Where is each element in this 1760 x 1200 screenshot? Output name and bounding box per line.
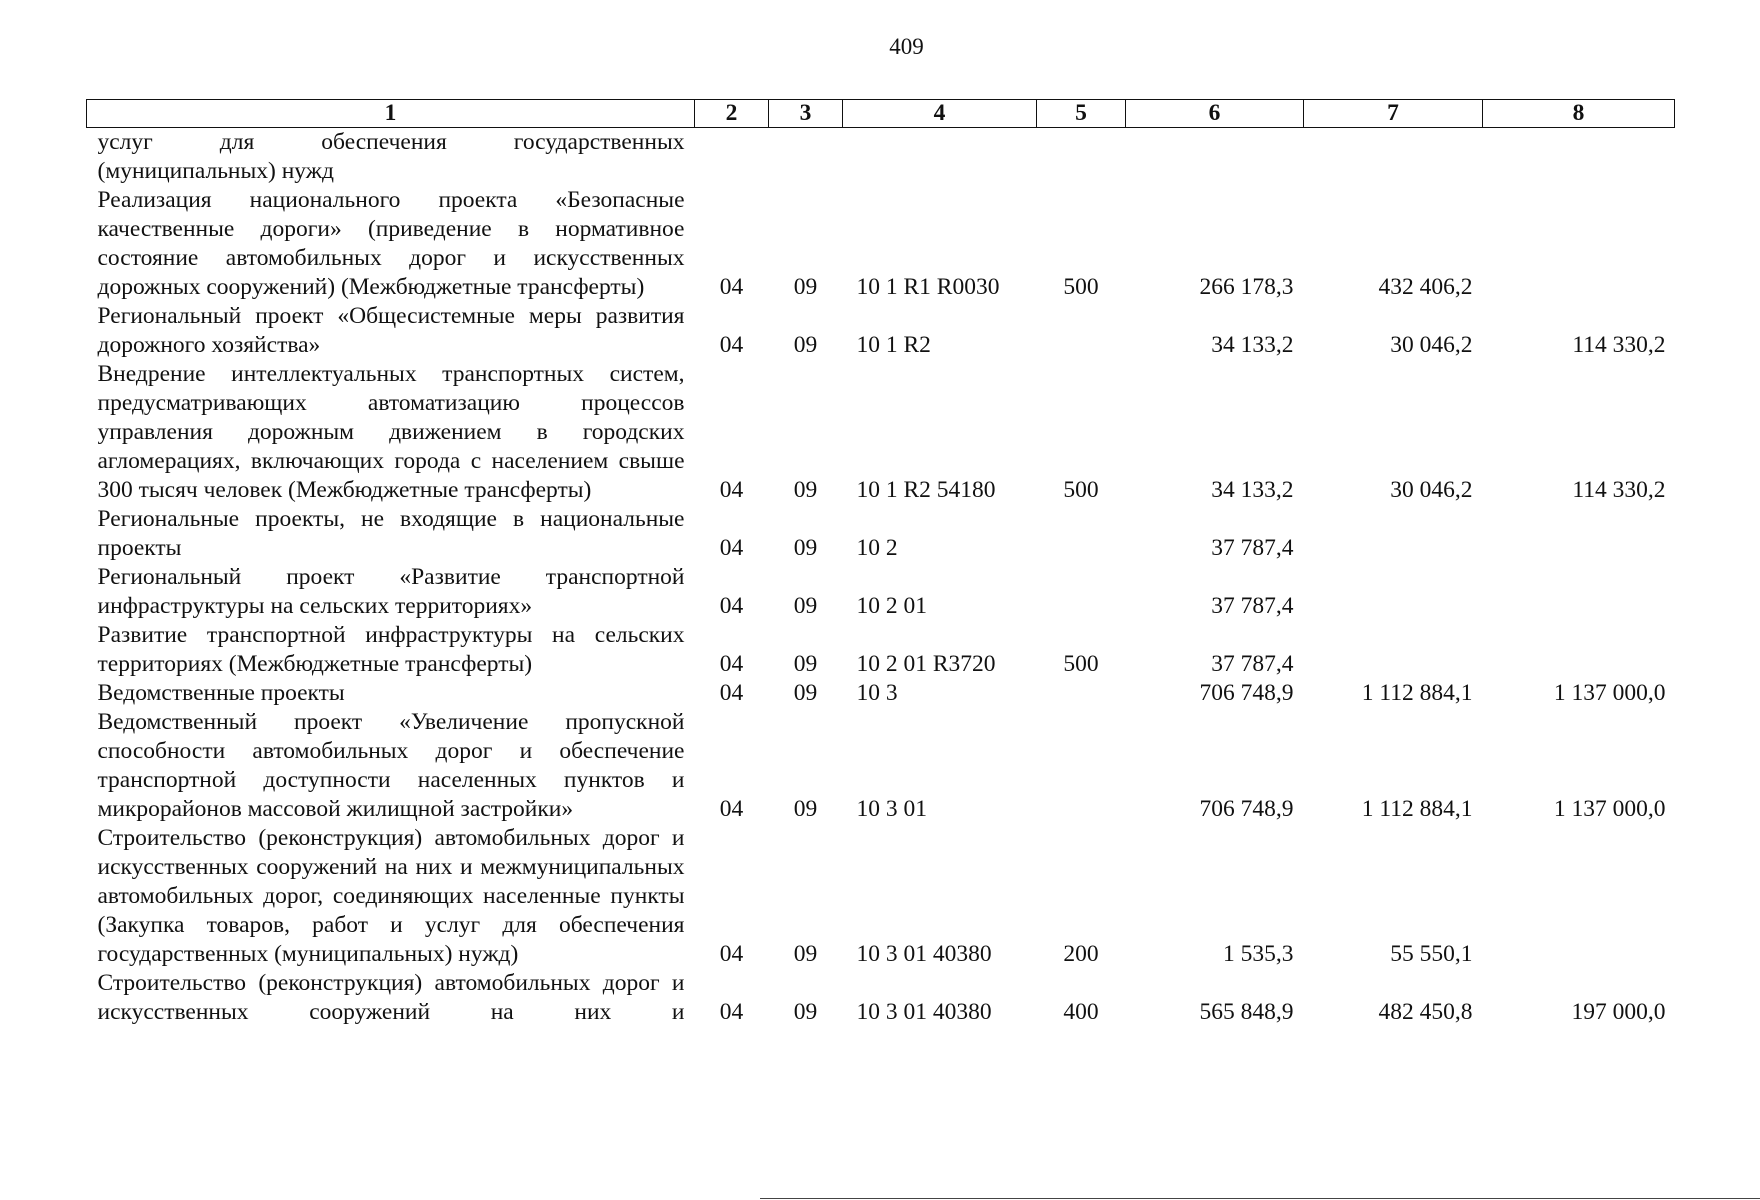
table-row bbox=[87, 969, 1675, 1027]
row-subsection: 09 bbox=[793, 274, 818, 300]
row-name: Ведомственные проекты bbox=[97, 680, 345, 706]
row-target-article: 10 1 R2 bbox=[856, 332, 931, 358]
row-amount-col8 bbox=[1483, 824, 1675, 969]
row-name: Строительство (реконструкция) автомобильных дорог и искусственных сооружений на них и межмуниципальных автомобильных дорог, соединяющих населенные пункты (Закупка товаров, работ и услуг для обеспечения государственных (муниципальных) нужд) bbox=[97, 825, 685, 967]
row-target-article: 10 3 01 40380 bbox=[856, 941, 992, 967]
row-section: 04 bbox=[719, 332, 744, 358]
row-amount-col8 bbox=[1483, 505, 1675, 563]
row-name: Региональный проект «Развитие транспортной инфраструктуры на сельских территориях» bbox=[97, 564, 685, 619]
header-col-4: 4 bbox=[843, 100, 1037, 128]
row-subsection: 09 bbox=[793, 593, 818, 619]
row-amount-col8 bbox=[1483, 186, 1675, 302]
row-amount-col7: 1 112 884,1 bbox=[1361, 680, 1473, 706]
header-col-7: 7 bbox=[1304, 100, 1483, 128]
row-amount-col6: 706 748,9 bbox=[1199, 680, 1294, 706]
row-section: 04 bbox=[719, 941, 744, 967]
page-number: 409 bbox=[889, 34, 924, 59]
bottom-rule bbox=[760, 1198, 1760, 1199]
row-amount-col7 bbox=[1304, 505, 1483, 563]
row-target-article: 10 3 01 bbox=[856, 796, 927, 822]
row-name: услуг для обеспечения государственных (муниципальных) нужд bbox=[97, 129, 685, 184]
row-section: 04 bbox=[719, 999, 744, 1025]
row-amount-col8: 1 137 000,0 bbox=[1553, 680, 1666, 706]
table-row bbox=[87, 505, 1675, 563]
row-target-article: 10 2 01 R3720 bbox=[856, 651, 996, 677]
row-subsection: 09 bbox=[793, 477, 818, 503]
row-expense-type bbox=[1037, 128, 1126, 187]
row-amount-col8: 197 000,0 bbox=[1571, 999, 1666, 1025]
row-subsection: 09 bbox=[793, 535, 818, 561]
table-row bbox=[87, 679, 1675, 708]
row-amount-col6: 37 787,4 bbox=[1211, 651, 1294, 677]
row-amount-col6: 565 848,9 bbox=[1199, 999, 1294, 1025]
row-target-article: 10 1 R2 54180 bbox=[856, 477, 996, 503]
table-body bbox=[87, 128, 1675, 1028]
table-row bbox=[87, 186, 1675, 302]
row-section: 04 bbox=[719, 593, 744, 619]
row-section: 04 bbox=[719, 680, 744, 706]
header-col-6: 6 bbox=[1126, 100, 1304, 128]
row-expense-type bbox=[1037, 302, 1126, 360]
row-expense-type: 500 bbox=[1063, 274, 1099, 300]
row-target-article: 10 3 bbox=[856, 680, 898, 706]
table-row bbox=[87, 360, 1675, 505]
header-col-2: 2 bbox=[695, 100, 769, 128]
table-row bbox=[87, 563, 1675, 621]
row-name: Региональные проекты, не входящие в национальные проекты bbox=[97, 506, 685, 561]
header-row bbox=[87, 100, 1675, 128]
row-amount-col8 bbox=[1483, 128, 1675, 187]
row-amount-col6: 1 535,3 bbox=[1223, 941, 1294, 967]
table-row bbox=[87, 824, 1675, 969]
row-expense-type bbox=[1037, 679, 1126, 708]
row-subsection: 09 bbox=[793, 332, 818, 358]
header-col-3: 3 bbox=[769, 100, 843, 128]
row-amount-col7 bbox=[1304, 128, 1483, 187]
row-amount-col8: 114 330,2 bbox=[1572, 477, 1666, 503]
row-section: 04 bbox=[719, 535, 744, 561]
table-row bbox=[87, 128, 1675, 187]
row-name: Внедрение интеллектуальных транспортных систем, предусматривающих автоматизацию процессов управления дорожным движением в городских агломерациях, включающих города с населением свыше 300 тысяч человек (Межбюджетные трансферты) bbox=[97, 361, 685, 503]
row-amount-col6: 34 133,2 bbox=[1211, 332, 1294, 358]
row-expense-type: 400 bbox=[1063, 999, 1099, 1025]
row-expense-type: 500 bbox=[1063, 477, 1099, 503]
row-amount-col7: 1 112 884,1 bbox=[1361, 796, 1473, 822]
row-subsection: 09 bbox=[793, 796, 818, 822]
row-name: Развитие транспортной инфраструктуры на сельских территориях (Межбюджетные трансферты) bbox=[97, 622, 685, 677]
table-row bbox=[87, 621, 1675, 679]
row-amount-col8 bbox=[1483, 621, 1675, 679]
row-target-article: 10 3 01 40380 bbox=[856, 999, 992, 1025]
row-section: 04 bbox=[719, 651, 744, 677]
row-subsection: 09 bbox=[793, 651, 818, 677]
row-target-article: 10 1 R1 R0030 bbox=[856, 274, 1000, 300]
header-col-1: 1 bbox=[87, 100, 695, 128]
row-amount-col6: 34 133,2 bbox=[1211, 477, 1294, 503]
header-col-5: 5 bbox=[1037, 100, 1126, 128]
row-target-article: 10 2 01 bbox=[856, 593, 927, 619]
row-target-article bbox=[843, 128, 1037, 187]
row-expense-type: 500 bbox=[1063, 651, 1099, 677]
row-amount-col6: 37 787,4 bbox=[1211, 535, 1294, 561]
row-expense-type: 200 bbox=[1063, 941, 1099, 967]
row-subsection bbox=[769, 128, 843, 187]
table-row bbox=[87, 708, 1675, 824]
row-subsection: 09 bbox=[793, 680, 818, 706]
row-section bbox=[695, 128, 769, 187]
row-name: Ведомственный проект «Увеличение пропускной способности автомобильных дорог и обеспечение транспортной доступности населенных пунктов и микрорайонов массовой жилищной застройки» bbox=[97, 709, 685, 822]
row-amount-col7 bbox=[1304, 563, 1483, 621]
row-section: 04 bbox=[719, 477, 744, 503]
row-subsection: 09 bbox=[793, 941, 818, 967]
row-amount-col7: 30 046,2 bbox=[1390, 477, 1473, 503]
row-target-article: 10 2 bbox=[856, 535, 898, 561]
table-row bbox=[87, 302, 1675, 360]
row-amount-col7: 482 450,8 bbox=[1378, 999, 1473, 1025]
row-amount-col8 bbox=[1483, 563, 1675, 621]
row-subsection: 09 bbox=[793, 999, 818, 1025]
row-amount-col8: 114 330,2 bbox=[1572, 332, 1666, 358]
row-amount-col7: 30 046,2 bbox=[1390, 332, 1473, 358]
row-amount-col6: 266 178,3 bbox=[1199, 274, 1294, 300]
row-amount-col6: 37 787,4 bbox=[1211, 593, 1294, 619]
row-amount-col7: 432 406,2 bbox=[1378, 274, 1473, 300]
row-amount-col7: 55 550,1 bbox=[1390, 941, 1473, 967]
row-expense-type bbox=[1037, 708, 1126, 824]
row-amount-col8: 1 137 000,0 bbox=[1553, 796, 1666, 822]
row-expense-type bbox=[1037, 563, 1126, 621]
row-amount-col6: 706 748,9 bbox=[1199, 796, 1294, 822]
row-expense-type bbox=[1037, 505, 1126, 563]
budget-table bbox=[86, 99, 1675, 1027]
row-name: Реализация национального проекта «Безопасные качественные дороги» (приведение в нормативное состояние автомобильных дорог и искусственных дорожных сооружений) (Межбюджетные трансферты) bbox=[97, 187, 685, 300]
row-section: 04 bbox=[719, 796, 744, 822]
row-amount-col7 bbox=[1304, 621, 1483, 679]
row-section: 04 bbox=[719, 274, 744, 300]
row-amount-col6 bbox=[1126, 128, 1304, 187]
row-name: Региональный проект «Общесистемные меры развития дорожного хозяйства» bbox=[97, 303, 685, 358]
header-col-8: 8 bbox=[1483, 100, 1675, 128]
row-name: Строительство (реконструкция) автомобильных дорог и искусственных сооружений на них и bbox=[97, 970, 685, 1025]
